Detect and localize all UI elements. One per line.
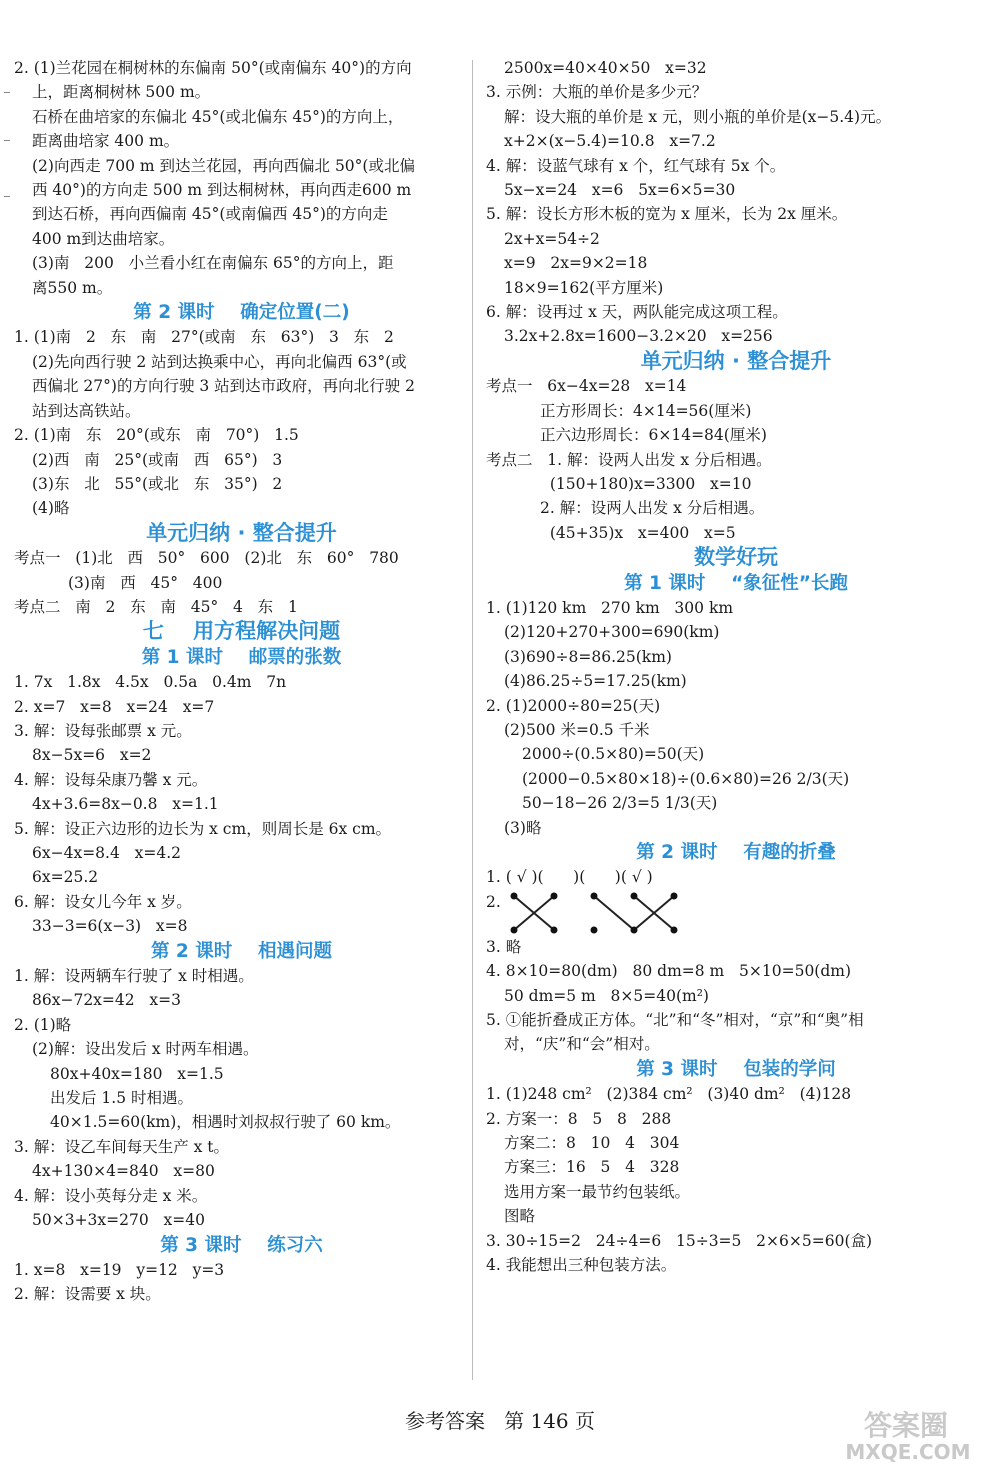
answer-line: 4. 我能想出三种包装方法。 bbox=[486, 1256, 677, 1275]
edge-mark bbox=[4, 196, 10, 197]
edge-mark bbox=[4, 140, 10, 141]
answer-line: 西 40°)的方向走 500 m 到达桐树林，再向西走600 m bbox=[32, 181, 412, 200]
answer-line: (2)先向西行驶 2 站到达换乘中心，再向北偏西 63°(或 bbox=[32, 352, 407, 371]
dot bbox=[631, 926, 638, 933]
answer-line: 1. x=8 x=19 y=12 y=3 bbox=[14, 1260, 225, 1279]
dot bbox=[511, 926, 518, 933]
right-column bbox=[486, 56, 986, 1278]
answer-line: 400 m到达曲培家。 bbox=[32, 229, 175, 248]
question-number: 2. bbox=[486, 892, 501, 911]
answer-line: 4x+3.6=8x−0.8 x=1.1 bbox=[32, 795, 219, 814]
answer-line: 方案三：16 5 4 328 bbox=[504, 1158, 680, 1177]
edge-mark bbox=[4, 92, 10, 93]
answer-line: (2)向西走 700 m 到达兰花园，再向西偏北 50°(或北偏 bbox=[32, 156, 415, 175]
answer-line: 解：设大瓶的单价是 x 元，则小瓶的单价是(x−5.4)元。 bbox=[504, 107, 892, 126]
answer-line: 2. (1)略 bbox=[14, 1015, 72, 1034]
column-divider bbox=[472, 60, 473, 1380]
section-heading: 第 2 课时 确定位置(二) bbox=[133, 302, 350, 324]
answer-line: 2. x=7 x=8 x=24 x=7 bbox=[14, 697, 215, 716]
answer-line: 4. 解：设蓝气球有 x 个，红气球有 5x 个。 bbox=[486, 156, 786, 175]
answer-line: 33−3=6(x−3) x=8 bbox=[32, 917, 188, 936]
answer-line: 图略 bbox=[504, 1207, 536, 1226]
answer-line: 3. 解：设乙车间每天生产 x t。 bbox=[14, 1137, 230, 1156]
answer-line: 4. 解：设每朵康乃馨 x 元。 bbox=[14, 770, 208, 789]
section-heading: 第 2 课时 相遇问题 bbox=[150, 940, 333, 962]
page-footer: 参考答案 第 146 页 bbox=[405, 1409, 595, 1433]
answer-line: 4x+130×4=840 x=80 bbox=[32, 1162, 215, 1181]
dot bbox=[631, 892, 638, 899]
dot bbox=[551, 926, 558, 933]
connector-line bbox=[594, 896, 634, 930]
answer-line: 3. 示例：大瓶的单价是多少元？ bbox=[486, 83, 708, 102]
answer-line: 80x+40x=180 x=1.5 bbox=[50, 1064, 224, 1083]
answer-line: 2. 解：设需要 x 块。 bbox=[14, 1285, 161, 1304]
answer-line: (2)西 南 25°(或南 西 65°) 3 bbox=[32, 450, 283, 469]
answer-line: 50−18−26 2/3=5 1/3(天) bbox=[522, 794, 718, 813]
answer-line: 考点一 (1)北 西 50° 600 (2)北 东 60° 780 bbox=[14, 549, 399, 568]
answer-line: 上，距离桐树林 500 m。 bbox=[32, 83, 211, 102]
answer-line: 考点二 1. 解：设两人出发 x 分后相遇。 bbox=[486, 450, 772, 469]
dot bbox=[671, 926, 678, 933]
answer-line: 距离曲培家 400 m。 bbox=[32, 132, 180, 151]
section-heading: 第 1 课时 邮票的张数 bbox=[141, 646, 342, 668]
answer-line: 50×3+3x=270 x=40 bbox=[32, 1211, 205, 1230]
answer-line: 2000÷(0.5×80)=50(天) bbox=[522, 745, 705, 764]
answer-line: 6. 解：设再过 x 天，两队能完成这项工程。 bbox=[486, 303, 788, 322]
answer-line: 8x−5x=6 x=2 bbox=[32, 746, 152, 765]
answer-line: 3. 解：设每张邮票 x 元。 bbox=[14, 721, 192, 740]
answer-line: 2. (1)兰花园在桐树林的东偏南 50°(或南偏东 40°)的方向 bbox=[14, 59, 412, 77]
folding-diagram bbox=[486, 890, 986, 935]
section-heading: 第 2 课时 有趣的折叠 bbox=[636, 842, 836, 863]
answer-line: (3)东 北 55°(或北 东 35°) 2 bbox=[32, 474, 283, 493]
dot bbox=[551, 892, 558, 899]
answer-line: 3. 30÷15=2 24÷4=6 15÷3=5 2×6×5=60(盒) bbox=[486, 1231, 873, 1250]
answer-line: 4. 8×10=80(dm) 80 dm=8 m 5×10=50(dm) bbox=[486, 962, 852, 981]
answer-line: 1. ( √ )( )( )( √ ) bbox=[486, 868, 653, 887]
answer-line: 5. 解：设长方形木板的宽为 x 厘米，长为 2x 厘米。 bbox=[486, 205, 848, 224]
answer-line: 3. 略 bbox=[486, 937, 522, 956]
answer-line: 2. (1)南 东 20°(或东 南 70°) 1.5 bbox=[14, 426, 299, 445]
left-column bbox=[14, 56, 469, 1307]
dot bbox=[591, 892, 598, 899]
answer-line: 站到达高铁站。 bbox=[32, 401, 141, 420]
answer-line: 3.2x+2.8x=1600−3.2×20 x=256 bbox=[504, 327, 773, 346]
answer-line: (2)解：设出发后 x 时两车相遇。 bbox=[32, 1040, 259, 1059]
answer-line: 2500x=40×40×50 x=32 bbox=[504, 59, 707, 77]
section-heading: 单元归纳 · 整合提升 bbox=[640, 348, 832, 373]
answer-line: 6x−4x=8.4 x=4.2 bbox=[32, 844, 181, 862]
section-heading: 七 用方程解决问题 bbox=[142, 619, 341, 644]
answer-line: 86x−72x=42 x=3 bbox=[32, 991, 181, 1010]
answer-line: 正六边形周长：6×14=84(厘米) bbox=[540, 426, 767, 445]
answer-line: (3)南 200 小兰看小红在南偏东 65°的方向上，距 bbox=[32, 254, 394, 273]
answer-line: 2. (1)2000÷80=25(天) bbox=[486, 696, 661, 715]
answer-line: 1. 解：设两辆车行驶了 x 时相遇。 bbox=[14, 967, 254, 986]
answer-line: 考点一 6x−4x=28 x=14 bbox=[486, 377, 687, 396]
section-heading: 第 3 课时 包装的学问 bbox=[636, 1058, 836, 1080]
answer-line: 18×9=162(平方厘米) bbox=[504, 278, 664, 297]
answer-line: 方案二：8 10 4 304 bbox=[504, 1134, 680, 1153]
answer-line: 2x+x=54÷2 bbox=[504, 229, 600, 248]
watermark-title: 答案圈 bbox=[863, 1409, 949, 1442]
answer-line: x+2×(x−5.4)=10.8 x=7.2 bbox=[504, 132, 716, 151]
answer-line: 50 dm=5 m 8×5=40(m²) bbox=[504, 986, 709, 1005]
answer-line: 40×1.5=60(km)，相遇时刘叔叔行驶了 60 km。 bbox=[50, 1113, 401, 1132]
answer-line: 对，“庆”和“会”相对。 bbox=[504, 1035, 660, 1054]
answer-line: (2000−0.5×80×18)÷(0.6×80)=26 2/3(天) bbox=[522, 769, 850, 788]
answer-line: (3)略 bbox=[504, 818, 542, 837]
answer-line: 2. 解：设两人出发 x 分后相遇。 bbox=[540, 499, 765, 518]
answer-line: 到达石桥，再向西偏南 45°(或南偏西 45°)的方向走 bbox=[32, 205, 388, 224]
answer-line: (4)86.25÷5=17.25(km) bbox=[504, 672, 687, 691]
answer-line: 6x=25.2 bbox=[32, 868, 99, 887]
dot-line-diagram bbox=[506, 890, 686, 935]
answer-line: (3)南 西 45° 400 bbox=[68, 573, 223, 592]
dot bbox=[591, 926, 598, 933]
answer-line: 1. (1)248 cm² (2)384 cm² (3)40 dm² (4)128 bbox=[486, 1085, 852, 1104]
answer-line: 5x−x=24 x=6 5x=6×5=30 bbox=[504, 181, 736, 200]
answer-line: 出发后 1.5 时相遇。 bbox=[50, 1089, 194, 1108]
answer-line: (2)500 米=0.5 千米 bbox=[504, 720, 650, 739]
answer-line: 离550 m。 bbox=[32, 278, 113, 297]
dot bbox=[511, 892, 518, 899]
answer-line: 4. 解：设小英每分走 x 米。 bbox=[14, 1186, 208, 1205]
answer-line: 1. (1)南 2 东 南 27°(或南 东 63°) 3 东 2 bbox=[14, 328, 394, 347]
section-heading: 数学好玩 bbox=[694, 545, 778, 570]
section-heading: 单元归纳 · 整合提升 bbox=[146, 520, 337, 545]
answer-line: 5. 解：设正六边形的边长为 x cm，则周长是 6x cm。 bbox=[14, 819, 392, 838]
answer-line: (45+35)x x=400 x=5 bbox=[540, 523, 736, 542]
answer-line: (150+180)x=3300 x=10 bbox=[540, 474, 752, 493]
answer-line: (2)120+270+300=690(km) bbox=[504, 623, 720, 642]
answer-line: 石桥在曲培家的东偏北 45°(或北偏东 45°)的方向上， bbox=[32, 107, 404, 126]
watermark-url: MXQE.COM bbox=[845, 1440, 971, 1463]
answer-line: 选用方案一最节约包装纸。 bbox=[504, 1182, 691, 1201]
dot bbox=[671, 892, 678, 899]
answer-line: 正方形周长：4×14=56(厘米) bbox=[540, 401, 752, 420]
section-heading: 第 3 课时 练习六 bbox=[160, 1234, 323, 1256]
answer-line: 考点二 南 2 东 南 45° 4 东 1 bbox=[14, 597, 298, 616]
answer-line: 2. 方案一：8 5 8 288 bbox=[486, 1109, 672, 1128]
section-heading: 第 1 课时 “象征性”长跑 bbox=[624, 572, 848, 594]
answer-line: 1. (1)120 km 270 km 300 km bbox=[486, 598, 734, 617]
answer-line: 5. ①能折叠成正方体。“北”和“冬”相对，“京”和“奥”相 bbox=[486, 1011, 864, 1030]
answer-line: 1. 7x 1.8x 4.5x 0.5a 0.4m 7n bbox=[14, 673, 287, 692]
answer-line: (4)略 bbox=[32, 499, 70, 518]
answer-line: x=9 2x=9×2=18 bbox=[504, 254, 648, 273]
answer-line: 6. 解：设女儿今年 x 岁。 bbox=[14, 892, 192, 911]
watermark-logo bbox=[828, 1405, 988, 1463]
answer-line: (3)690÷8=86.25(km) bbox=[504, 647, 672, 666]
answer-line: 西偏北 27°)的方向行驶 3 站到达市政府，再向北行驶 2 bbox=[32, 377, 415, 396]
